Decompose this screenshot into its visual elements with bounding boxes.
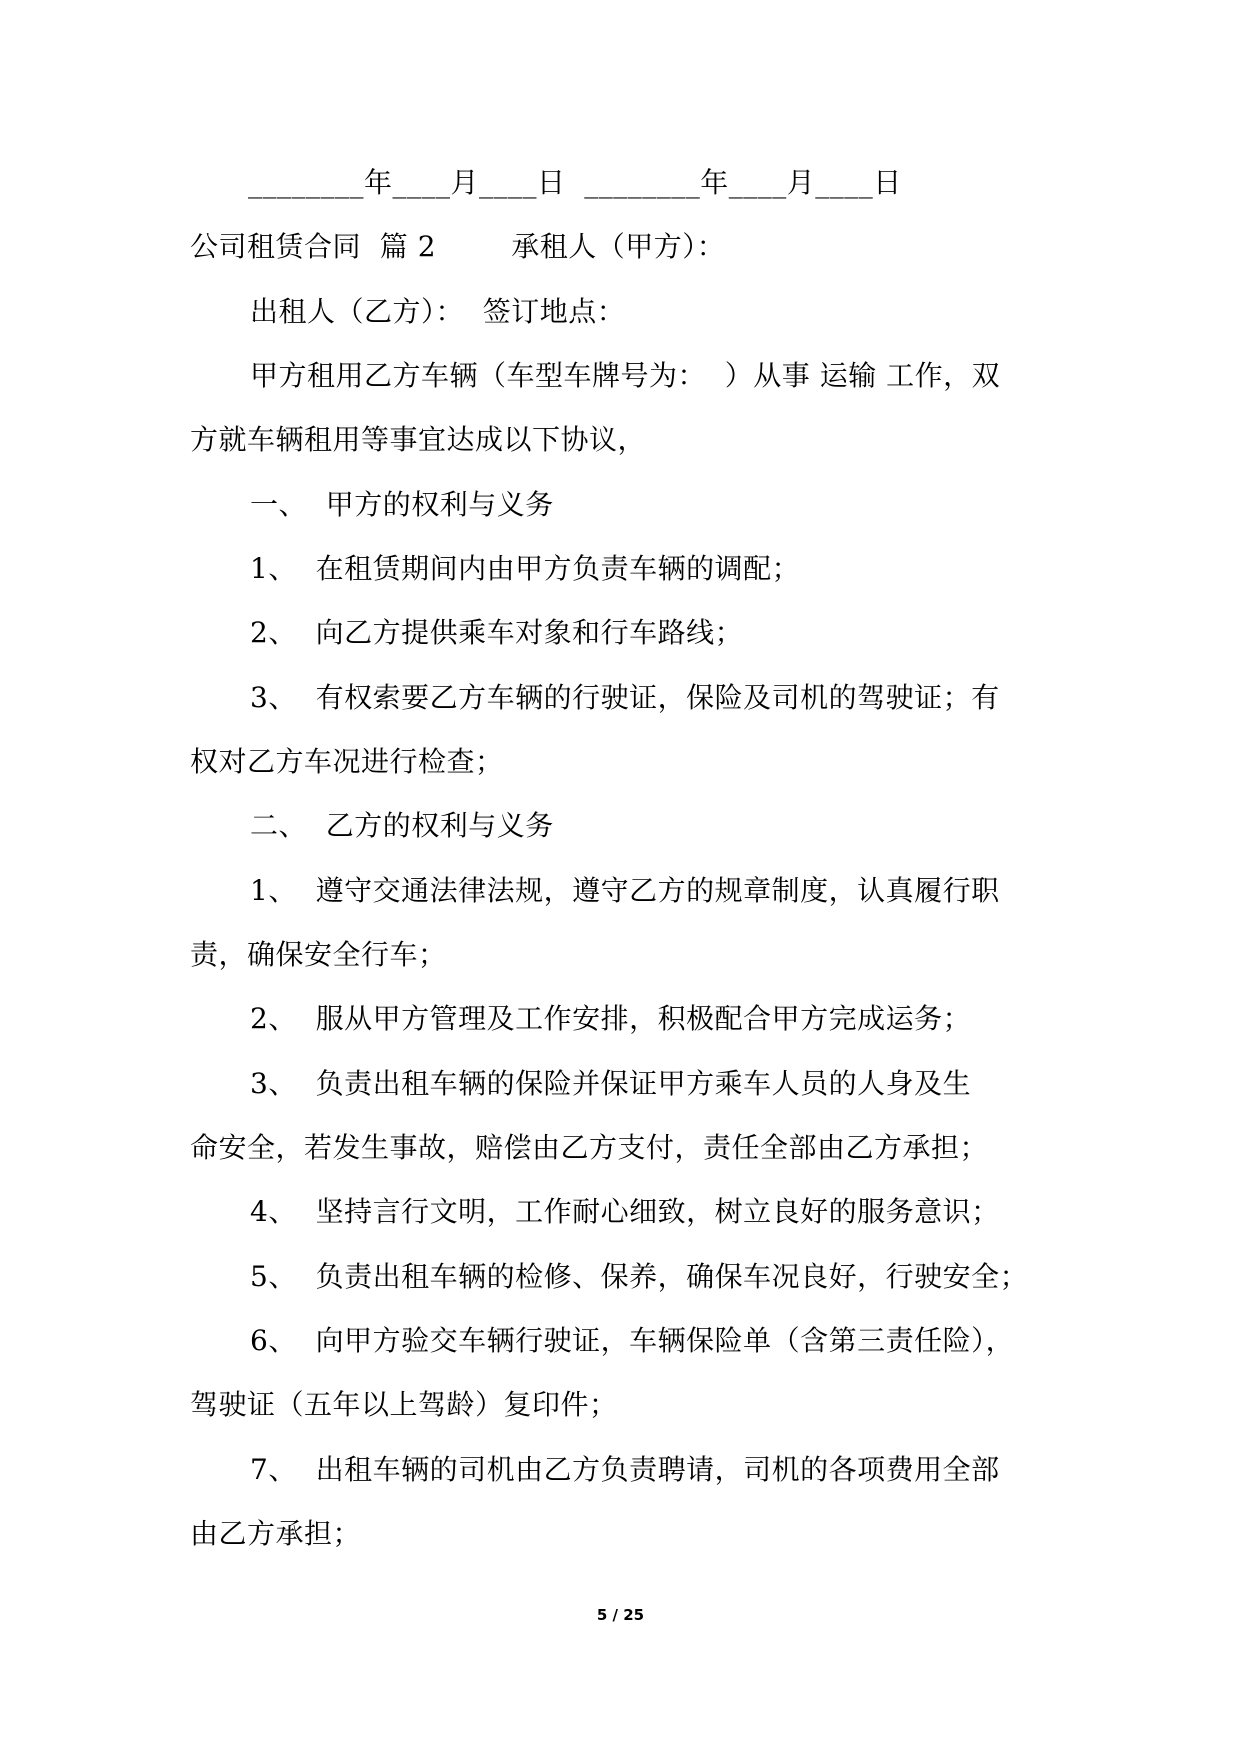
party-b-item-1-cont: 责，确保安全行车； xyxy=(190,938,447,971)
party-b-item-7-cont: 由乙方承担； xyxy=(190,1517,362,1550)
contract-title-line: 公司租赁合同 篇 2 承租人（甲方）： xyxy=(190,230,726,263)
party-b-item-6-cont: 驾驶证（五年以上驾龄）复印件； xyxy=(190,1388,618,1421)
party-a-item-2: 2、 向乙方提供乘车对象和行车路线； xyxy=(250,616,744,649)
section-heading-party-a: 一、 甲方的权利与义务 xyxy=(250,488,554,521)
date-line: ________年____月____日 ________年____月____日 xyxy=(248,166,902,199)
party-b-item-5: 5、 负责出租车辆的检修、保养，确保车况良好，行驶安全； xyxy=(250,1260,1029,1293)
party-b-item-7: 7、 出租车辆的司机由乙方负责聘请，司机的各项费用全部 xyxy=(250,1453,1000,1486)
party-b-item-2: 2、 服从甲方管理及工作安排，积极配合甲方完成运务； xyxy=(250,1002,972,1035)
party-b-item-1: 1、 遵守交通法律法规，遵守乙方的规章制度，认真履行职 xyxy=(250,874,1000,907)
party-b-item-6: 6、 向甲方验交车辆行驶证，车辆保险单（含第三责任险）， xyxy=(250,1324,1015,1357)
section-heading-party-b: 二、 乙方的权利与义务 xyxy=(250,809,554,842)
party-b-item-3-cont: 命安全，若发生事故，赔偿由乙方支付，责任全部由乙方承担； xyxy=(190,1131,989,1164)
lessor-line: 出租人（乙方）： 签订地点： xyxy=(250,295,626,328)
paragraph-intro-2: 方就车辆租用等事宜达成以下协议， xyxy=(190,423,647,456)
party-b-item-4: 4、 坚持言行文明，工作耐心细致，树立良好的服务意识； xyxy=(250,1195,1000,1228)
party-b-item-3: 3、 负责出租车辆的保险并保证甲方乘车人员的人身及生 xyxy=(250,1067,972,1100)
party-a-item-3-cont: 权对乙方车况进行检查； xyxy=(190,745,504,778)
paragraph-intro-1: 甲方租用乙方车辆（车型车牌号为： ）从事 运输 工作，双 xyxy=(250,359,1001,392)
page-number: 5 / 25 xyxy=(596,1606,645,1624)
party-a-item-1: 1、 在租赁期间内由甲方负责车辆的调配； xyxy=(250,552,801,585)
party-a-item-3: 3、 有权索要乙方车辆的行驶证，保险及司机的驾驶证；有 xyxy=(250,681,1000,714)
